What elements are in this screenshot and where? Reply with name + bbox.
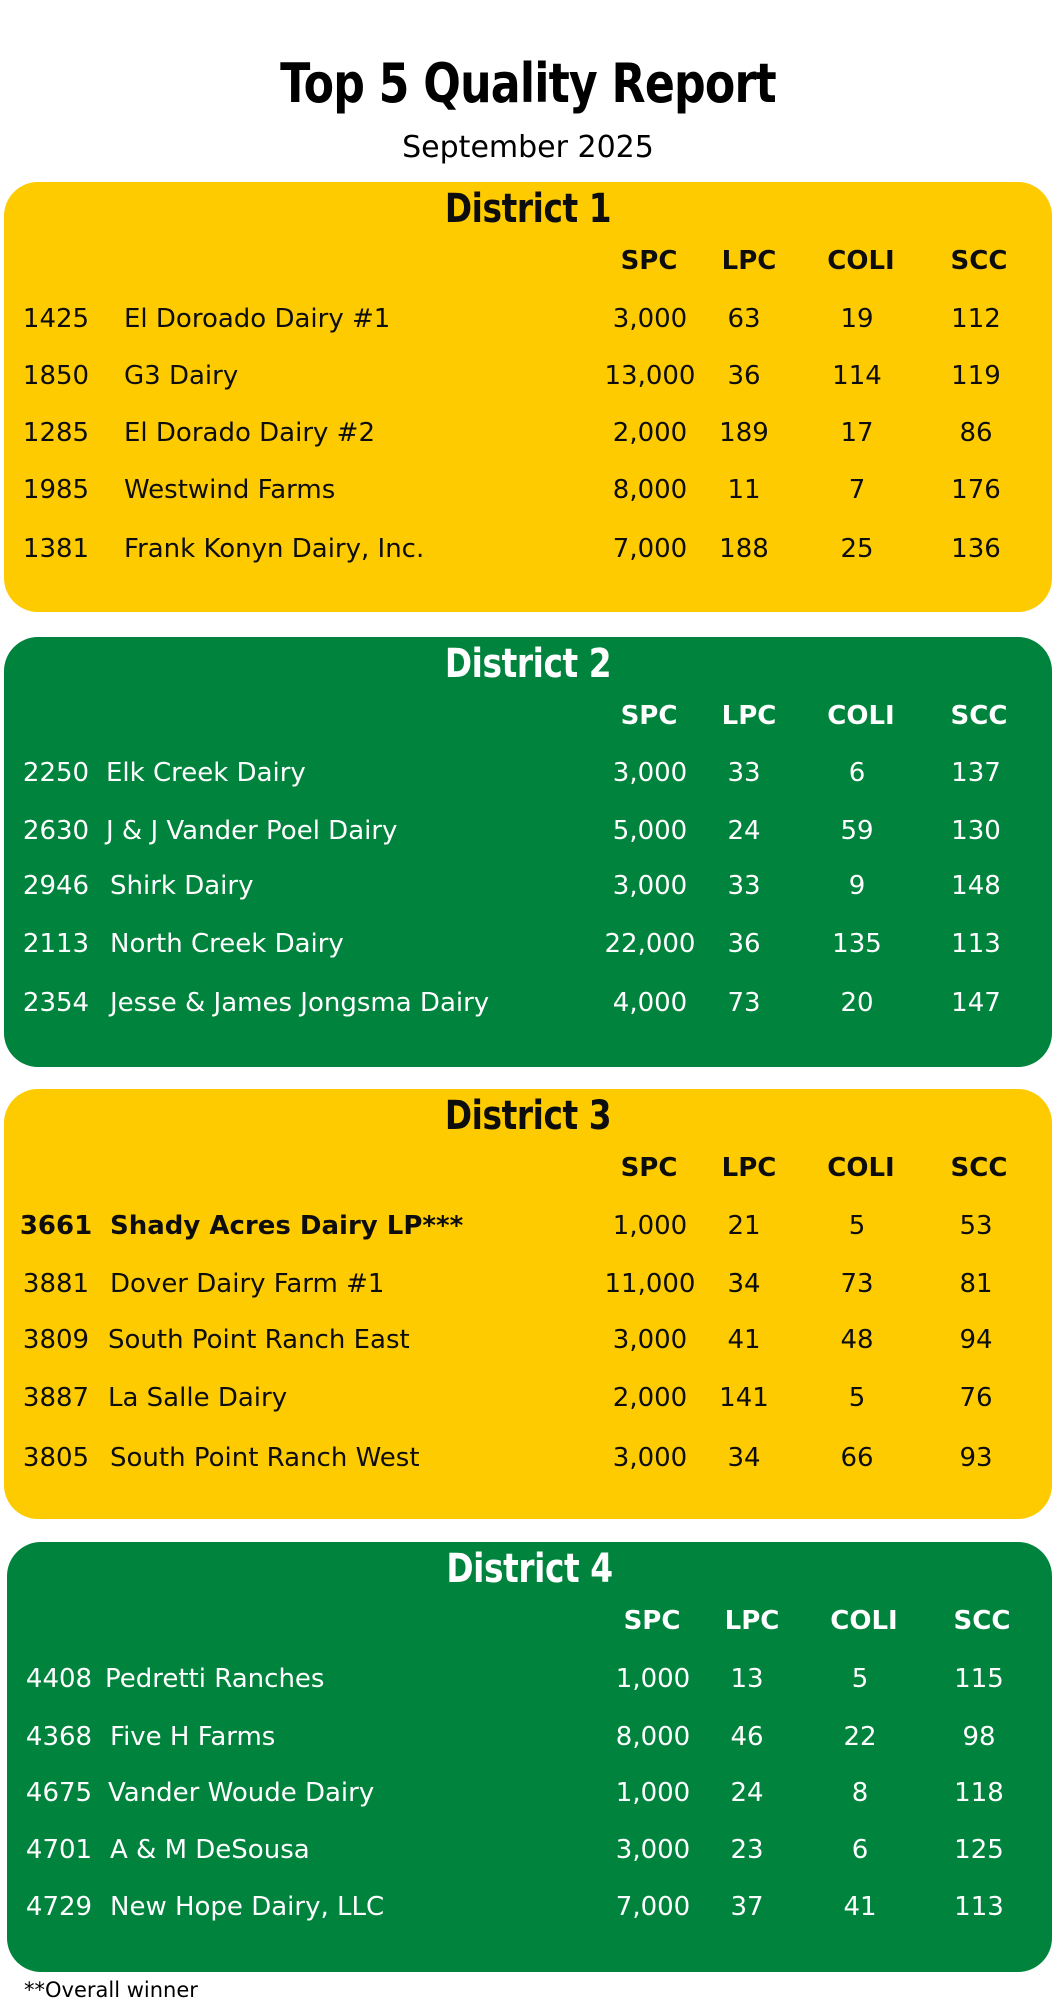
table-row (4, 1383, 1052, 1423)
dairy-name: La Salle Dairy (108, 1383, 288, 1413)
scc-value: 113 (951, 929, 1001, 959)
coli-value: 41 (843, 1892, 877, 1922)
header-scc: SCC (953, 1606, 1011, 1636)
coli-value: 48 (840, 1325, 874, 1355)
dairy-id: 3881 (22, 1269, 90, 1299)
spc-value: 3,000 (612, 1325, 688, 1355)
lpc-value: 37 (730, 1892, 764, 1922)
coli-value: 22 (843, 1722, 877, 1752)
scc-value: 119 (951, 361, 1001, 391)
spc-value: 11,000 (604, 1269, 696, 1299)
dairy-name: El Dorado Dairy #2 (124, 418, 375, 448)
table-row (4, 475, 1052, 515)
table-row (4, 929, 1052, 969)
spc-value: 3,000 (612, 304, 688, 334)
scc-value: 94 (959, 1325, 993, 1355)
scc-value: 93 (959, 1443, 993, 1473)
table-row (7, 1835, 1052, 1875)
dairy-id: 2946 (22, 871, 90, 901)
coli-value: 135 (832, 929, 882, 959)
dairy-name: Westwind Farms (124, 475, 336, 505)
dairy-name: El Doroado Dairy #1 (124, 304, 391, 334)
header-coli: COLI (827, 1153, 895, 1183)
dairy-id: 3887 (22, 1383, 90, 1413)
header-scc: SCC (950, 1153, 1008, 1183)
lpc-value: 36 (727, 929, 761, 959)
lpc-value: 33 (727, 758, 761, 788)
coli-value: 9 (848, 871, 866, 901)
table-row (4, 1269, 1052, 1309)
header-spc: SPC (620, 246, 678, 276)
coli-value: 8 (851, 1778, 869, 1808)
coli-value: 17 (840, 418, 874, 448)
table-row (4, 418, 1052, 458)
header-lpc: LPC (721, 701, 777, 731)
district-title: District 1 (444, 186, 612, 232)
table-row (4, 361, 1052, 401)
lpc-value: 188 (719, 534, 769, 564)
scc-value: 53 (959, 1211, 993, 1241)
dairy-id: 4701 (25, 1835, 93, 1865)
lpc-value: 34 (727, 1269, 761, 1299)
dairy-name: Frank Konyn Dairy, Inc. (124, 534, 425, 564)
scc-value: 147 (951, 988, 1001, 1018)
scc-value: 81 (959, 1269, 993, 1299)
district-title: District 4 (446, 1546, 613, 1592)
table-row (4, 1325, 1052, 1365)
table-row (4, 816, 1052, 856)
spc-value: 3,000 (612, 871, 688, 901)
dairy-name: New Hope Dairy, LLC (110, 1892, 385, 1922)
lpc-value: 21 (727, 1211, 761, 1241)
lpc-value: 46 (730, 1722, 764, 1752)
table-row (7, 1664, 1052, 1704)
table-row (4, 304, 1052, 344)
dairy-id: 1381 (22, 534, 90, 564)
header-lpc: LPC (721, 1153, 777, 1183)
coli-value: 7 (848, 475, 866, 505)
dairy-name: South Point Ranch East (108, 1325, 410, 1355)
dairy-name: J & J Vander Poel Dairy (106, 816, 398, 846)
coli-value: 25 (840, 534, 874, 564)
lpc-value: 63 (727, 304, 761, 334)
lpc-value: 23 (730, 1835, 764, 1865)
spc-value: 7,000 (612, 534, 688, 564)
scc-value: 98 (962, 1722, 996, 1752)
header-spc: SPC (623, 1606, 681, 1636)
coli-value: 66 (840, 1443, 874, 1473)
scc-value: 86 (959, 418, 993, 448)
header-coli: COLI (827, 246, 895, 276)
scc-value: 125 (954, 1835, 1004, 1865)
dairy-id: 3661 (19, 1211, 93, 1241)
scc-value: 76 (959, 1383, 993, 1413)
table-row (4, 758, 1052, 798)
table-row (4, 534, 1052, 574)
dairy-id: 2354 (22, 988, 90, 1018)
table-row (4, 988, 1052, 1028)
header-spc: SPC (620, 1153, 678, 1183)
scc-value: 112 (951, 304, 1001, 334)
district-4-panel (7, 1542, 1052, 1972)
dairy-name: North Creek Dairy (110, 929, 344, 959)
footnote: **Overall winner (24, 1978, 198, 2002)
dairy-name: Dover Dairy Farm #1 (110, 1269, 385, 1299)
spc-value: 3,000 (615, 1835, 691, 1865)
table-row (7, 1778, 1052, 1818)
header-lpc: LPC (724, 1606, 780, 1636)
district-3-panel (4, 1089, 1052, 1519)
spc-value: 13,000 (604, 361, 696, 391)
dairy-id: 2630 (22, 816, 90, 846)
spc-value: 1,000 (612, 1211, 688, 1241)
spc-value: 7,000 (615, 1892, 691, 1922)
dairy-name: South Point Ranch West (110, 1443, 420, 1473)
dairy-id: 1425 (22, 304, 90, 334)
table-row (4, 1443, 1052, 1483)
header-spc: SPC (620, 701, 678, 731)
lpc-value: 141 (719, 1383, 769, 1413)
table-row-winner (4, 1211, 1052, 1251)
lpc-value: 189 (719, 418, 769, 448)
scc-value: 115 (954, 1664, 1004, 1694)
lpc-value: 73 (727, 988, 761, 1018)
district-title: District 2 (444, 641, 612, 687)
spc-value: 1,000 (615, 1778, 691, 1808)
spc-value: 3,000 (612, 1443, 688, 1473)
lpc-value: 33 (727, 871, 761, 901)
dairy-id: 2113 (22, 929, 90, 959)
dairy-id: 3805 (22, 1443, 90, 1473)
district-2-panel (4, 637, 1052, 1067)
table-row (7, 1892, 1052, 1932)
table-row (7, 1722, 1052, 1762)
lpc-value: 13 (730, 1664, 764, 1694)
header-lpc: LPC (721, 246, 777, 276)
dairy-id: 4675 (25, 1778, 93, 1808)
spc-value: 1,000 (615, 1664, 691, 1694)
spc-value: 8,000 (612, 475, 688, 505)
dairy-id: 3809 (22, 1325, 90, 1355)
lpc-value: 11 (727, 475, 761, 505)
lpc-value: 24 (730, 1778, 764, 1808)
dairy-name: G3 Dairy (124, 361, 239, 391)
scc-value: 118 (954, 1778, 1004, 1808)
lpc-value: 24 (727, 816, 761, 846)
coli-value: 6 (848, 758, 866, 788)
scc-value: 148 (951, 871, 1001, 901)
coli-value: 6 (851, 1835, 869, 1865)
district-1-panel (4, 182, 1052, 612)
dairy-id: 1850 (22, 361, 90, 391)
coli-value: 20 (840, 988, 874, 1018)
coli-value: 5 (848, 1383, 866, 1413)
lpc-value: 34 (727, 1443, 761, 1473)
header-scc: SCC (950, 701, 1008, 731)
scc-value: 136 (951, 534, 1001, 564)
scc-value: 113 (954, 1892, 1004, 1922)
header-coli: COLI (827, 701, 895, 731)
dairy-name: Elk Creek Dairy (106, 758, 306, 788)
coli-value: 59 (840, 816, 874, 846)
dairy-name: Shirk Dairy (110, 871, 254, 901)
dairy-id: 2250 (22, 758, 90, 788)
scc-value: 137 (951, 758, 1001, 788)
coli-value: 73 (840, 1269, 874, 1299)
dairy-name: Pedretti Ranches (105, 1664, 325, 1694)
coli-value: 5 (851, 1664, 869, 1694)
scc-value: 176 (951, 475, 1001, 505)
lpc-value: 41 (727, 1325, 761, 1355)
coli-value: 5 (848, 1211, 866, 1241)
spc-value: 3,000 (612, 758, 688, 788)
dairy-id: 4408 (25, 1664, 93, 1694)
district-title: District 3 (444, 1093, 612, 1139)
dairy-id: 4368 (25, 1722, 93, 1752)
report-subtitle: September 2025 (402, 130, 654, 165)
header-coli: COLI (830, 1606, 898, 1636)
report-title: Top 5 Quality Report (280, 52, 776, 115)
dairy-name: Jesse & James Jongsma Dairy (110, 988, 490, 1018)
spc-value: 22,000 (604, 929, 696, 959)
spc-value: 2,000 (612, 1383, 688, 1413)
coli-value: 19 (840, 304, 874, 334)
dairy-id: 4729 (25, 1892, 93, 1922)
dairy-name: A & M DeSousa (110, 1835, 310, 1865)
coli-value: 114 (832, 361, 882, 391)
dairy-name: Five H Farms (110, 1722, 276, 1752)
dairy-name: Shady Acres Dairy LP*** (110, 1211, 464, 1241)
table-row (4, 871, 1052, 911)
spc-value: 8,000 (615, 1722, 691, 1752)
lpc-value: 36 (727, 361, 761, 391)
dairy-id: 1985 (22, 475, 90, 505)
spc-value: 5,000 (612, 816, 688, 846)
header-scc: SCC (950, 246, 1008, 276)
dairy-id: 1285 (22, 418, 90, 448)
dairy-name: Vander Woude Dairy (108, 1778, 375, 1808)
spc-value: 4,000 (612, 988, 688, 1018)
spc-value: 2,000 (612, 418, 688, 448)
scc-value: 130 (951, 816, 1001, 846)
